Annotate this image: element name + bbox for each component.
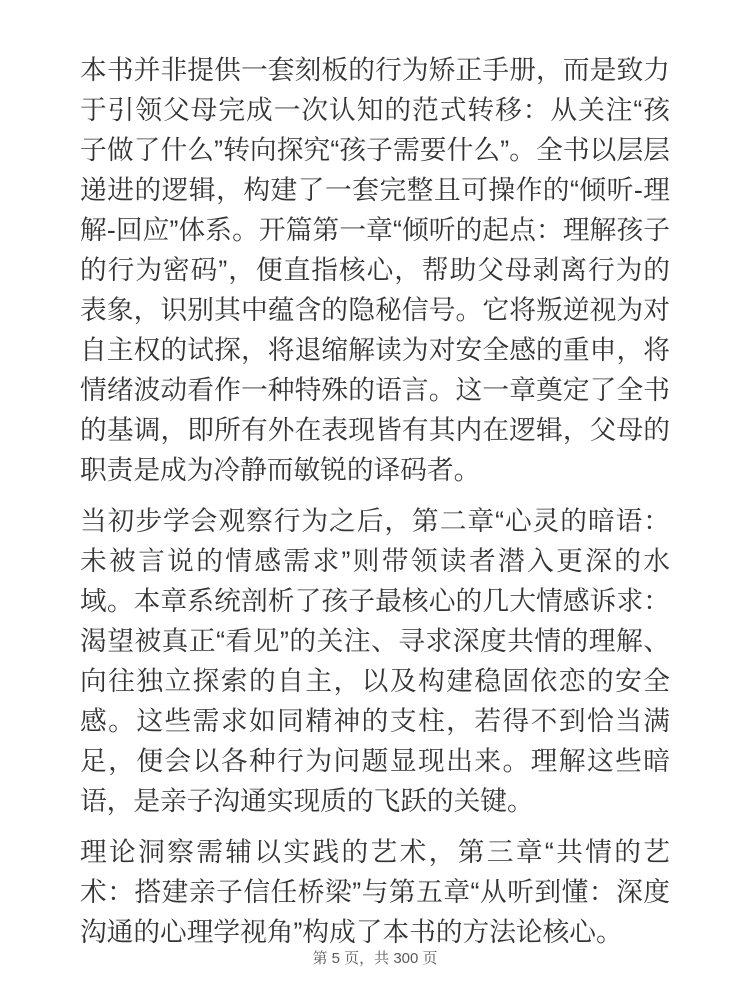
paragraph-1: 本书并非提供一套刻板的行为矫正手册，而是致力于引领父母完成一次认知的范式转移：从关注“孩子做了什么”转向探究“孩子需要什么”。全书以层层递进的逻辑，构建了一套完整且可操作的“倾听-理解-回应”体系。开篇第一章“倾听的起点：理解孩子的行为密码”，便直指核心，帮助父母剥离行为的表象，识别其中蕴含的隐秘信号。它将叛逆视为对自主权的试探，将退缩解读为对安全感的重申，将情绪波动看作一种特殊的语言。这一章奠定了全书的基调，即所有外在表现皆有其内在逻辑，父母的职责是成为冷静而敏锐的译码者。 [80,55,670,485]
paragraph-2: 当初步学会观察行为之后，第二章“心灵的暗语：未被言说的情感需求”则带领读者潜入更深的水域。本章系统剖析了孩子最核心的几大情感诉求：渴望被真正“看见”的关注、寻求深度共情的理解、向往独立探索的自主，以及构建稳固依恋的安全感。这些需求如同精神的支柱，若得不到恰当满足，便会以各种行为问题显现出来。理解这些暗语，是亲子沟通实现质的飞跃的关键。 [80,506,670,816]
document-body [80,50,670,963]
paragraph-3: 理论洞察需辅以实践的艺术，第三章“共情的艺术：搭建亲子信任桥梁”与第五章“从听到懂：深度沟通的心理学视角”构成了本书的方法论核心。 [80,837,670,947]
page-number-footer: 第 5 页，共 300 页 [312,950,438,967]
